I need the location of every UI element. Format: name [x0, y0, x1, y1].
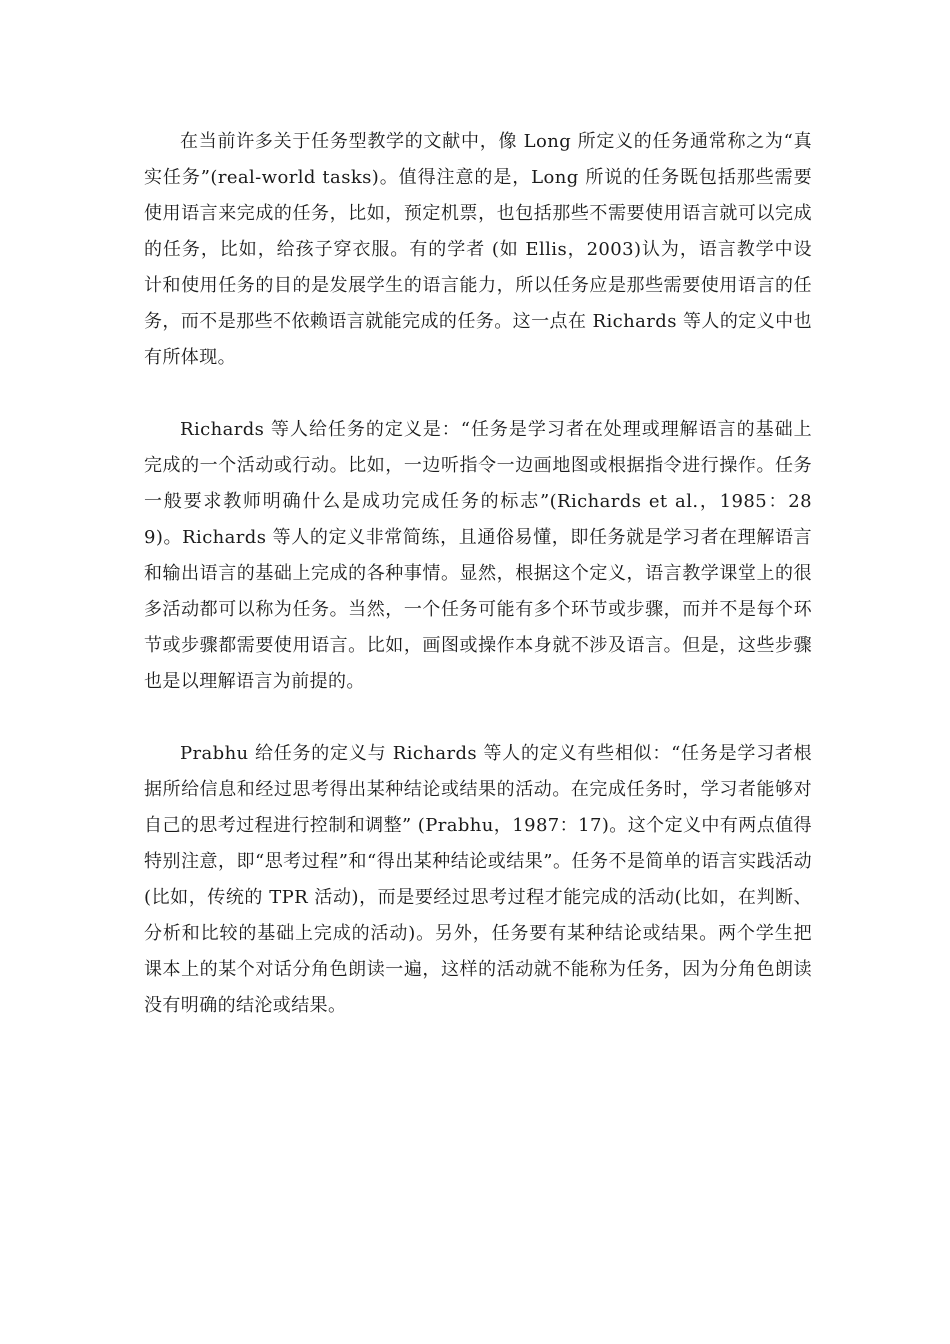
paragraph-richards-definition: Richards 等人给任务的定义是：“任务是学习者在处理或理解语言的基础上完成的一个活动或行动。比如，一边听指令一边画地图或根据指令进行操作。任务一般要求教师明确什么是成功完成任务的标志”(Richards et al.，1985：289)。Richards 等人的定义非常简练，且通俗易懂，即任务就是学习者在理解语言和输出语言的基础上完成的各种事情。显然，根据这个定义，语言教学课堂上的很多活动都可以称为任务。当然，一个任务可能有多个环节或步骤，而并不是每个环节或步骤都需要使用语言。比如，画图或操作本身就不涉及语言。但是，这些步骤也是以理解语言为前提的。 [144, 419, 812, 692]
paragraph-prabhu-definition: Prabhu 给任务的定义与 Richards 等人的定义有些相似：“任务是学习者根据所给信息和经过思考得出某种结论或结果的活动。在完成任务时，学习者能够对自己的思考过程进行控制和调整” (Prabhu，1987：17)。这个定义中有两点值得特别注意，即“思考过程”和“得出某种结论或结果”。任务不是简单的语言实践活动(比如，传统的 TPR 活动)，而是要经过思考过程才能完成的活动(比如，在判断、分析和比较的基础上完成的活动)。另外，任务要有某种结论或结果。两个学生把课本上的某个对话分角色朗读一遍，这样的活动就不能称为任务，因为分角色朗读没有明确的结沦或结果。 [144, 743, 812, 1016]
document-body [144, 124, 812, 1024]
paragraph-long-definition: 在当前许多关于任务型教学的文献中，像 Long 所定义的任务通常称之为“真实任务”(real-world tasks)。值得注意的是，Long 所说的任务既包括那些需要使用语言来完成的任务，比如，预定机票，也包括那些不需要使用语言就可以完成的任务，比如，给孩子穿衣服。有的学者 (如 Ellis，2003)认为，语言教学中设计和使用任务的目的是发展学生的语言能力，所以任务应是那些需要使用语言的任务，而不是那些不依赖语言就能完成的任务。这一点在 Richards 等人的定义中也有所体现。 [144, 131, 812, 368]
